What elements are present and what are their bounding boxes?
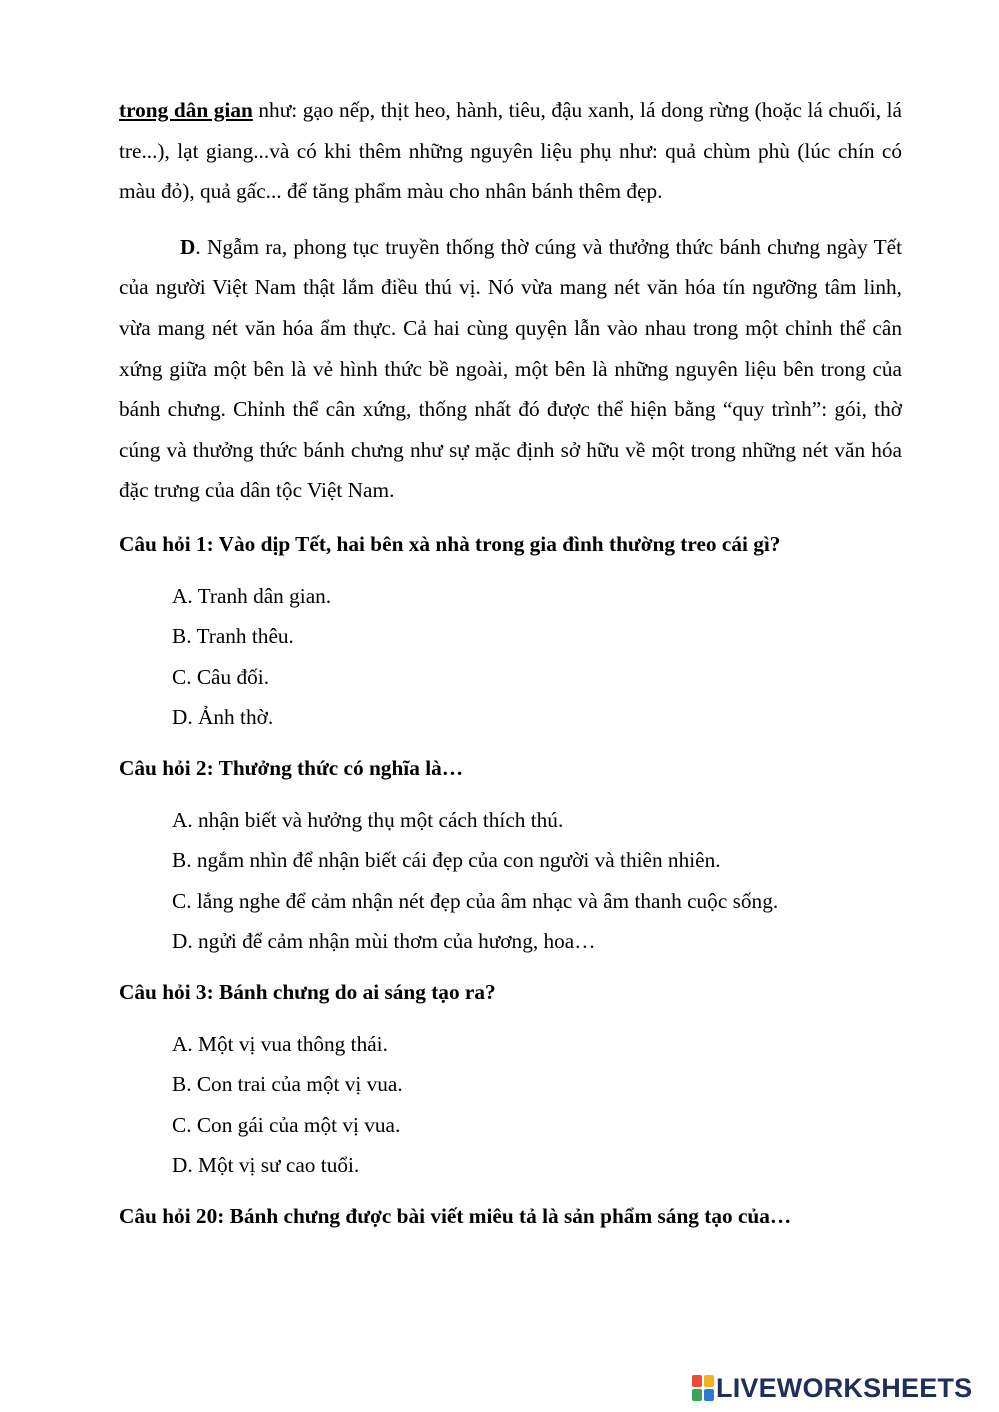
answer-options <box>172 576 902 738</box>
answer-option-a[interactable]: A. Tranh dân gian. <box>172 583 332 608</box>
question-title: Câu hỏi 1: Vào dịp Tết, hai bên xà nhà trong gia đình thường treo cái gì? <box>119 531 781 556</box>
logo-block <box>692 1375 702 1387</box>
answer-option-a[interactable]: A. Một vị vua thông thái. <box>172 1031 388 1056</box>
answer-option-c[interactable]: C. Câu đối. <box>172 664 270 689</box>
question-title: Câu hỏi 3: Bánh chưng do ai sáng tạo ra? <box>119 979 496 1004</box>
answer-option-d[interactable]: D. Một vị sư cao tuổi. <box>172 1153 360 1178</box>
passage-paragraph-d <box>119 227 902 511</box>
logo-block <box>704 1389 714 1401</box>
answer-options <box>172 800 902 962</box>
question-title: Câu hỏi 20: Bánh chưng được bài viết miêu tả là sản phẩm sáng tạo của… <box>119 1203 792 1228</box>
brand-name: LIVEWORKSHEETS <box>716 1372 973 1403</box>
logo-block <box>692 1389 702 1401</box>
liveworksheets-logo <box>692 1374 972 1402</box>
answer-option-c[interactable]: C. Con gái của một vị vua. <box>172 1112 401 1137</box>
answer-option-d[interactable]: D. Ảnh thờ. <box>172 705 274 730</box>
answer-option-b[interactable]: B. Con trai của một vị vua. <box>172 1072 403 1097</box>
question-2 <box>119 748 902 962</box>
paragraph-text: như: gạo nếp, thịt heo, hành, tiêu, đậu xanh, lá dong rừng (hoặc lá chuối, lá tre...), lạt giang...và có khi thêm những nguyên liệu phụ như: quả chùm phù (lúc chín có màu đỏ), quả gấc... để tăng phẩm màu cho nhân bánh thêm đẹp. <box>119 98 902 204</box>
paragraph-label: D <box>180 234 196 259</box>
passage-paragraph-c-end <box>119 90 902 212</box>
answer-option-b[interactable]: B. Tranh thêu. <box>172 624 294 649</box>
paragraph-text: . Ngẫm ra, phong tục truyền thống thờ cúng và thưởng thức bánh chưng ngày Tết của người Việt Nam thật lắm điều thú vị. Nó vừa mang nét văn hóa tín ngưỡng tâm linh, vừa mang nét văn hóa ẩm thực. Cả hai cùng quyện lẫn vào nhau trong một chỉnh thể cân xứng giữa một bên là vẻ hình thức bề ngoài, một bên là những nguyên liệu bên trong của bánh chưng. Chỉnh thể cân xứng, thống nhất đó được thể hiện bằng “quy trình”: gói, thờ cúng và thưởng thức bánh chưng như sự mặc định sở hữu về một trong những nét văn hóa đặc trưng của dân tộc Việt Nam. <box>119 234 902 503</box>
answer-option-b[interactable]: B. ngắm nhìn để nhận biết cái đẹp của con người và thiên nhiên. <box>172 848 721 873</box>
question-title: Câu hỏi 2: Thưởng thức có nghĩa là… <box>119 755 464 780</box>
question-20 <box>119 1196 902 1236</box>
question-3 <box>119 972 902 1186</box>
logo-block <box>704 1375 714 1387</box>
answer-option-c[interactable]: C. lắng nghe để cảm nhận nét đẹp của âm nhạc và âm thanh cuộc sống. <box>172 888 779 913</box>
worksheet-page <box>119 90 902 1236</box>
underlined-phrase: trong dân gian <box>119 98 253 122</box>
answer-options <box>172 1024 902 1186</box>
liveworksheets-logo-icon <box>692 1375 714 1401</box>
answer-option-a[interactable]: A. nhận biết và hưởng thụ một cách thích thú. <box>172 807 564 832</box>
answer-option-d[interactable]: D. ngửi để cảm nhận mùi thơm của hương, hoa… <box>172 929 596 954</box>
question-1 <box>119 524 902 738</box>
